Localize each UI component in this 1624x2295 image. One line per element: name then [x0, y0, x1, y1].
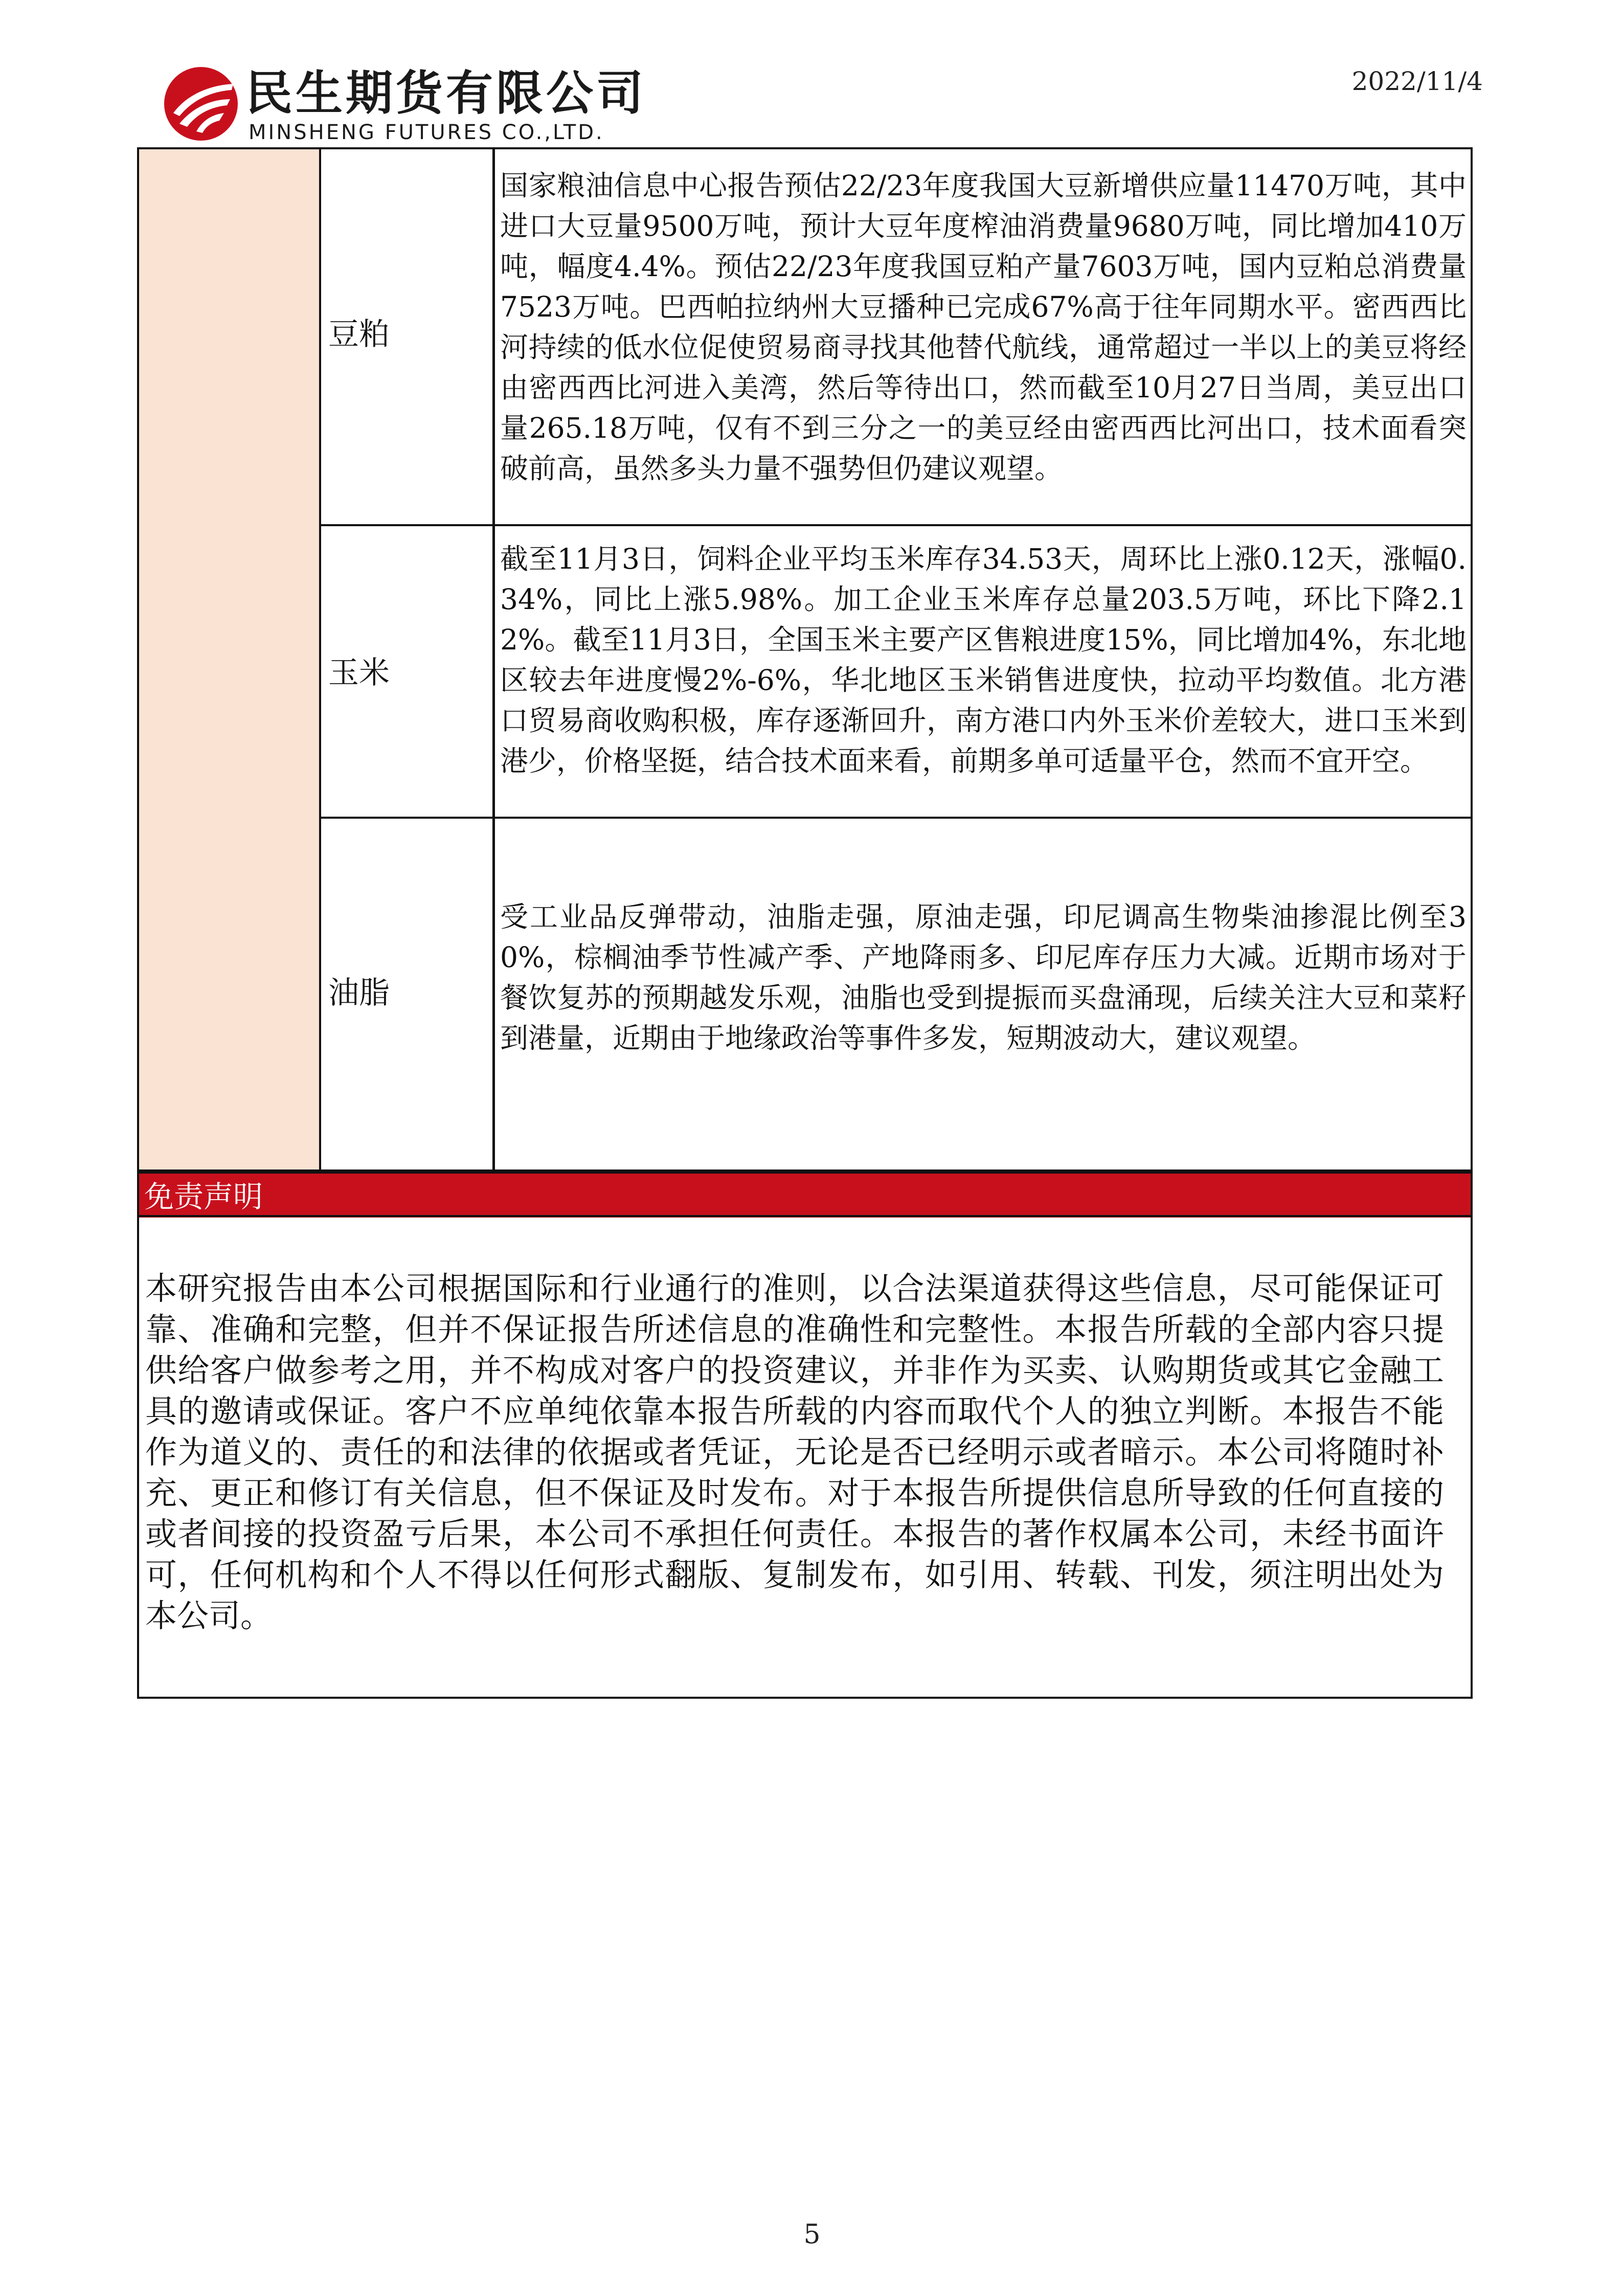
row-text-soymeal: 国家粮油信息中心报告预估22/23年度我国大豆新增供应量11470万吨，其中进口大豆量9500万吨，预计大豆年度榨油消费量9680万吨，同比增加410万吨，幅度4.4%。预估22/23年度我国豆粕产量7603万吨，国内豆粕总消费量7523万吨。巴西帕拉纳州大豆播种已完成67%高于往年同期水平。密西西比河持续的低水位促使贸易商寻找其他替代航线，通常超过一半以上的美豆将经由密西西比河进入美湾，然后等待出口，然而截至10月27日当周，美豆出口量265.18万吨，仅有不到三分之一的美豆经由密西西比河出口，技术面看突破前高，虽然多头力量不强势但仍建议观望。 — [500, 169, 1467, 485]
company-logo — [163, 65, 647, 144]
report-date: 2022/11/4 — [1351, 66, 1483, 96]
disclaimer-box — [137, 1215, 1473, 1699]
commodity-table — [137, 147, 1473, 1172]
row-label-oils: 油脂 — [328, 975, 390, 1011]
row-text-oils: 受工业品反弹带动，油脂走强，原油走强，印尼调高生物柴油掺混比例至30%，棕榈油季节性减产季、产地降雨多、印尼库存压力大减。近期市场对于餐饮复苏的预期越发乐观，油脂也受到提振而买盘涌现，后续关注大豆和菜籽到港量，近期由于地缘政治等事件多发，短期波动大，建议观望。 — [500, 901, 1467, 1054]
row-label-soymeal: 豆粕 — [328, 317, 390, 352]
company-name-cn: 民生期货有限公司 — [245, 66, 647, 121]
row-divider — [319, 524, 1471, 526]
table-category-column — [139, 149, 321, 1169]
disclaimer-title: 免责声明 — [144, 1179, 263, 1214]
disclaimer-header — [137, 1172, 1473, 1218]
row-label-corn: 玉米 — [328, 655, 390, 691]
page-number: 5 — [803, 2219, 821, 2250]
minsheng-logo-icon — [163, 65, 239, 142]
disclaimer-text: 本研究报告由本公司根据国际和行业通行的准则，以合法渠道获得这些信息，尽可能保证可靠、准确和完整，但并不保证报告所述信息的准确性和完整性。本报告所载的全部内容只提供给客户做参考之用，并不构成对客户的投资建议，并非作为买卖、认购期货或其它金融工具的邀请或保证。客户不应单纯依靠本报告所载的内容而取代个人的独立判断。本报告不能作为道义的、责任的和法律的依据或者凭证，无论是否已经明示或者暗示。本公司将随时补充、更正和修订有关信息，但不保证及时发布。对于本报告所提供信息所导致的任何直接的或者间接的投资盈亏后果，本公司不承担任何责任。本报告的著作权属本公司，未经书面许可，任何机构和个人不得以任何形式翻版、复制发布，如引用、转载、刊发，须注明出处为本公司。 — [145, 1270, 1444, 1634]
company-name-en: MINSHENG FUTURES CO.,LTD. — [249, 121, 604, 144]
row-text-corn: 截至11月3日，饲料企业平均玉米库存34.53天，周环比上涨0.12天，涨幅0.34%，同比上涨5.98%。加工企业玉米库存总量203.5万吨，环比下降2.12%。截至11月3日，全国玉米主要产区售粮进度15%，同比增加4%，东北地区较去年进度慢2%-6%，华北地区玉米销售进度快，拉动平均数值。北方港口贸易商收购积极，库存逐渐回升，南方港口内外玉米价差较大，进口玉米到港少，价格坚挺，结合技术面来看，前期多单可适量平仓，然而不宜开空。 — [500, 543, 1467, 777]
row-divider — [319, 817, 1471, 819]
